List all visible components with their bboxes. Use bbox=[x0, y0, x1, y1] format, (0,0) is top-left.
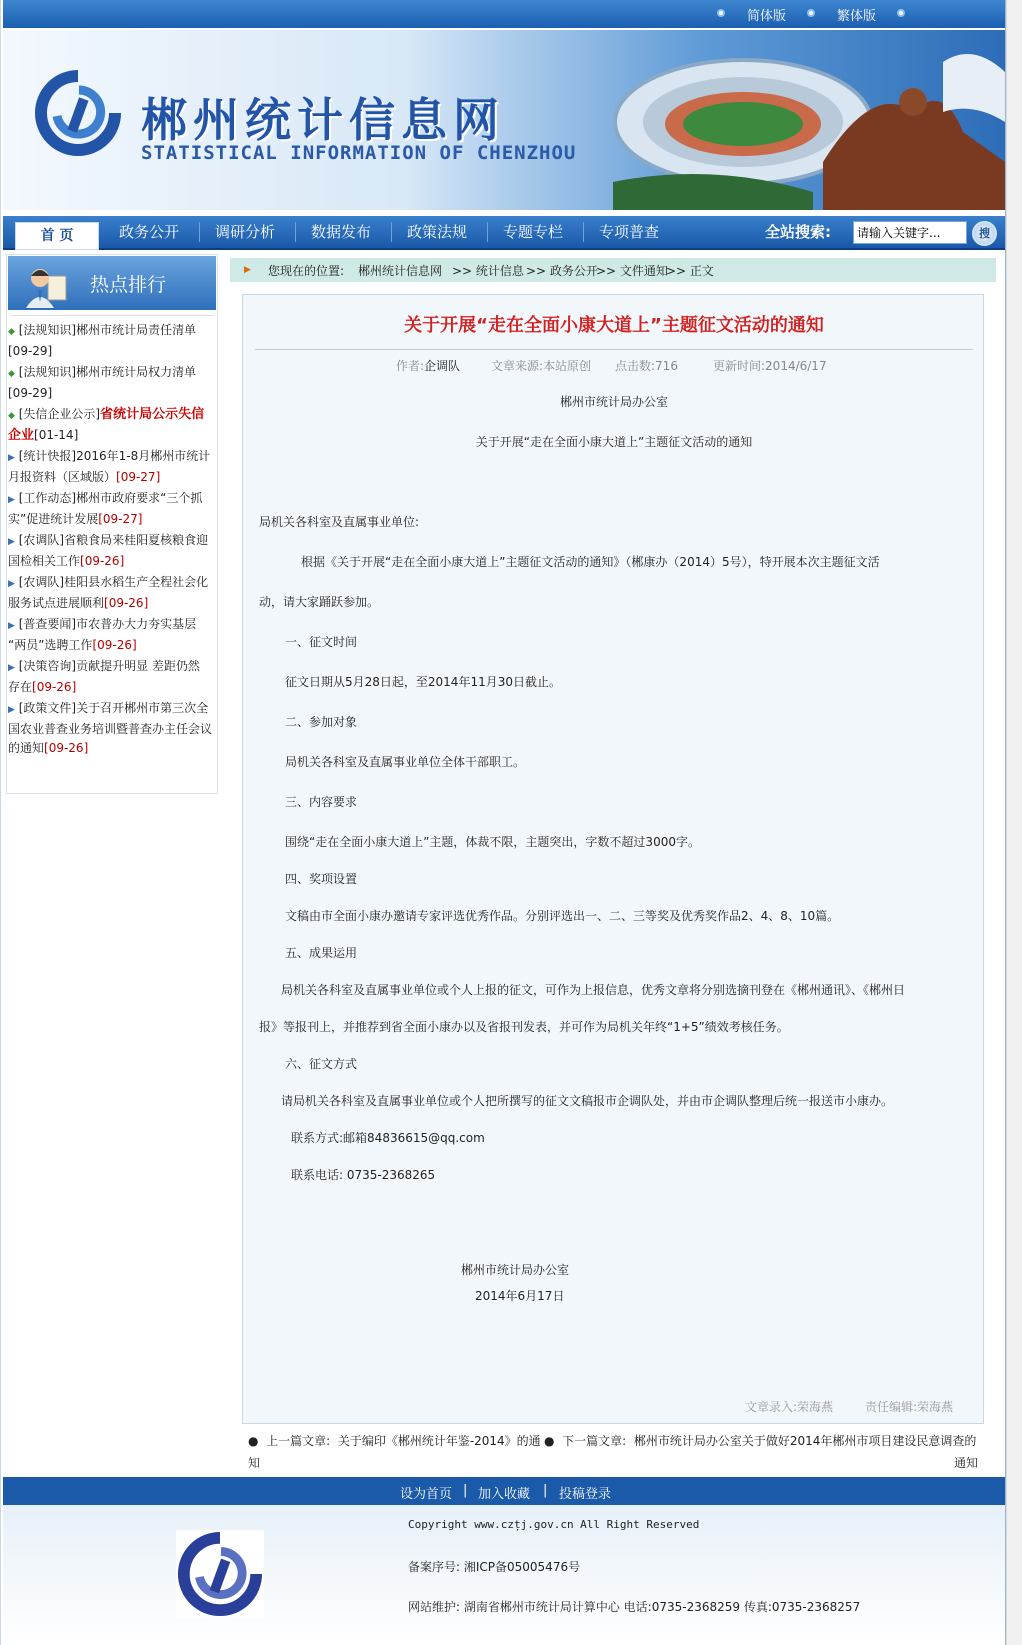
person-icon bbox=[22, 262, 70, 310]
breadcrumb bbox=[230, 258, 996, 282]
breadcrumb-docs[interactable]: >> 文件通知 bbox=[596, 264, 668, 278]
nav-item-census[interactable]: 专项普查 bbox=[598, 223, 659, 241]
bullet-icon bbox=[807, 9, 815, 17]
set-homepage-link[interactable]: 设为首页 bbox=[400, 1487, 453, 1502]
bullet-icon bbox=[717, 9, 725, 17]
divider bbox=[11, 315, 213, 316]
contact-phone: 联系电话: 0735-2368265 bbox=[291, 1168, 436, 1182]
add-favorite-link[interactable]: 加入收藏 bbox=[478, 1487, 531, 1502]
site-title: 郴州统计信息网 bbox=[141, 93, 505, 147]
hot-ranking-sidebar bbox=[6, 254, 218, 794]
nav-item-data[interactable]: 数据发布 bbox=[310, 223, 371, 241]
section-heading: 六、征文方式 bbox=[285, 1057, 358, 1071]
sign-org: 郴州市统计局办公室 bbox=[461, 1263, 570, 1277]
entry-by: 文章录入:荣海燕 bbox=[745, 1400, 834, 1414]
article-para: 报》等报刊上，并推荐到省全面小康办以及省报刊发表，并可作为局机关年终“1+5”绩效考核任务。 bbox=[259, 1020, 789, 1034]
site-subtitle: STATISTICAL INFORMATION OF CHENZHOU bbox=[141, 142, 577, 164]
article-para: 请局机关各科室及直属事业单位或个人把所撰写的征文文稿报市企调队处，并由市企调队整理后统一报送市小康办。 bbox=[281, 1094, 894, 1108]
meta-updated: 更新时间:2014/6/17 bbox=[713, 359, 827, 373]
list-item[interactable]: ▶ [普查要闻]市农普办大力夯实基层 “两员”选聘工作[09-26] bbox=[8, 617, 197, 652]
simplified-link[interactable]: 简体版 bbox=[747, 9, 787, 24]
meta-source: 文章来源:本站原创 bbox=[491, 359, 592, 373]
article-para: 征文日期从5月28日起，至2014年11月30日截止。 bbox=[285, 675, 561, 689]
section-heading: 一、征文时间 bbox=[285, 635, 358, 649]
bullet-icon: ● bbox=[248, 1434, 259, 1448]
icp-number: 备案序号: 湘ICP备05005476号 bbox=[408, 1560, 581, 1574]
article-para: 动，请大家踊跃参加。 bbox=[259, 595, 380, 609]
article-heading: 关于开展“走在全面小康大道上”主题征文活动的通知 bbox=[475, 435, 753, 449]
top-bar bbox=[3, 0, 1005, 28]
contact-email: 联系方式:邮箱84836615@qq.com bbox=[291, 1131, 485, 1145]
prev-article-tail[interactable]: 知 bbox=[248, 1456, 261, 1470]
banner bbox=[3, 30, 1005, 210]
traditional-link[interactable]: 繁体版 bbox=[837, 9, 877, 24]
list-item[interactable]: ▶ [统计快报]2016年1-8月郴州市统计 月报资料（区域版）[09-27] bbox=[8, 449, 211, 484]
meta-author: 作者:企调队 bbox=[396, 359, 461, 373]
list-item[interactable]: ▶ [决策咨询]贡献提升明显 差距仍然 存在[09-26] bbox=[8, 659, 200, 694]
footer-logo-icon bbox=[176, 1530, 264, 1618]
search-input[interactable] bbox=[853, 221, 967, 244]
section-heading: 二、参加对象 bbox=[285, 715, 358, 729]
maintainer: 网站维护: 湖南省郴州市统计局计算中心 电话:0735-2368259 传真:0735-2368257 bbox=[408, 1600, 861, 1614]
list-item[interactable]: ▶ [工作动态]郴州市政府要求“三个抓 实”促进统计发展[09-27] bbox=[8, 491, 203, 526]
article-para: 局机关各科室及直属事业单位或个人上报的征文，可作为上报信息，优秀文章将分别选摘刊登在《郴州通讯》、《郴州日 bbox=[281, 983, 906, 997]
nav-item-policy[interactable]: 政策法规 bbox=[406, 223, 467, 241]
section-heading: 四、奖项设置 bbox=[285, 872, 358, 886]
next-article-tail[interactable]: 通知 bbox=[954, 1456, 979, 1470]
sign-date: 2014年6月17日 bbox=[475, 1289, 565, 1303]
arrow-icon: ▶ bbox=[8, 537, 15, 547]
meta-clicks: 点击数:716 bbox=[615, 359, 678, 373]
nav-item-home[interactable]: 首 页 bbox=[15, 222, 99, 250]
arrow-icon: ▶ bbox=[8, 705, 15, 715]
arrow-icon: ▶ bbox=[8, 663, 15, 673]
article-para: 围绕“走在全面小康大道上”主题，体裁不限，主题突出，字数不超过3000字。 bbox=[285, 835, 700, 849]
nav-item-topics[interactable]: 专题专栏 bbox=[502, 223, 563, 241]
sidebar-title: 热点排行 bbox=[90, 274, 167, 296]
arrow-icon: ▶ bbox=[8, 621, 15, 631]
arrow-icon: ▶ bbox=[8, 453, 15, 463]
arrow-icon: ▶ bbox=[244, 265, 251, 275]
sidebar-header bbox=[8, 256, 216, 310]
arrow-icon: ◆ bbox=[8, 369, 15, 379]
separator: | bbox=[543, 1483, 548, 1498]
main-nav bbox=[3, 216, 1005, 250]
list-item[interactable]: ◆ [法规知识]郴州市统计局权力清单 [09-29] bbox=[8, 365, 197, 400]
breadcrumb-home[interactable]: 郴州统计信息网 bbox=[358, 264, 443, 278]
article-para: 文稿由市全面小康办邀请专家评选优秀作品。分别评选出一、二、三等奖及优秀奖作品2、4、8、10篇。 bbox=[285, 909, 840, 923]
article-para: 根据《关于开展“走在全面小康大道上”主题征文活动的通知》（郴康办（2014）5号），特开展本次主题征文活 bbox=[301, 555, 880, 569]
list-item[interactable]: ▶ [农调队]桂阳县水稻生产全程社会化 服务试点进展顺利[09-26] bbox=[8, 575, 209, 610]
article-para: 局机关各科室及直属事业单位全体干部职工。 bbox=[285, 755, 526, 769]
section-heading: 三、内容要求 bbox=[285, 795, 358, 809]
submit-login-link[interactable]: 投稿登录 bbox=[559, 1487, 612, 1502]
prev-article[interactable]: ● 上一篇文章: 关于编印《郴州统计年鉴-2014》的通 bbox=[248, 1434, 541, 1448]
next-article[interactable]: ● 下一篇文章: 郴州市统计局办公室关于做好2014年郴州市项目建设民意调查的 bbox=[544, 1434, 977, 1448]
section-heading: 五、成果运用 bbox=[285, 946, 358, 960]
article-org: 郴州市统计局办公室 bbox=[559, 395, 668, 409]
breadcrumb-current: >> 正文 bbox=[666, 264, 714, 278]
copyright: Copyright www.czțj.gov.cn All Right Reserved bbox=[408, 1518, 700, 1531]
article-greeting: 局机关各科室及直属事业单位: bbox=[259, 515, 420, 529]
search-button[interactable]: 搜 bbox=[972, 221, 997, 246]
list-item[interactable]: ◆ [失信企业公示]省统计局公示失信 企业[01-14] bbox=[8, 407, 205, 443]
list-item[interactable]: ◆ [法规知识]郴州市统计局责任清单 [09-29] bbox=[8, 323, 197, 358]
arrow-icon: ▶ bbox=[8, 495, 15, 505]
breadcrumb-label: 您现在的位置: bbox=[268, 264, 345, 278]
bullet-icon bbox=[897, 9, 905, 17]
article-title: 关于开展“走在全面小康大道上”主题征文活动的通知 bbox=[404, 315, 824, 336]
breadcrumb-stats[interactable]: >> 统计信息 bbox=[452, 264, 524, 278]
search-label: 全站搜索: bbox=[765, 223, 831, 241]
list-item[interactable]: ▶ [农调队]省粮食局来桂阳夏核粮食迎 国检相关工作[09-26] bbox=[8, 533, 209, 568]
arrow-icon: ▶ bbox=[8, 579, 15, 589]
bullet-icon: ● bbox=[544, 1434, 555, 1448]
list-item[interactable]: ▶ [政策文件]关于召开郴州市第三次全 国农业普查业务培训暨普查办主任会议 的通知[09-26] bbox=[8, 701, 213, 755]
separator: | bbox=[463, 1483, 468, 1498]
divider bbox=[255, 349, 973, 350]
footer-nav bbox=[3, 1477, 1005, 1505]
arrow-icon: ◆ bbox=[8, 327, 15, 337]
stadium-image bbox=[613, 42, 1005, 210]
editor: 责任编辑:荣海燕 bbox=[865, 1400, 954, 1414]
nav-item-gov-affairs[interactable]: 政务公开 bbox=[118, 223, 179, 241]
breadcrumb-gov[interactable]: >> 政务公开 bbox=[526, 264, 598, 278]
nav-item-research[interactable]: 调研分析 bbox=[214, 223, 275, 241]
scrollbar[interactable] bbox=[1006, 0, 1022, 1645]
site-logo-icon bbox=[33, 68, 123, 158]
article bbox=[242, 294, 984, 1424]
arrow-icon: ◆ bbox=[8, 411, 15, 421]
